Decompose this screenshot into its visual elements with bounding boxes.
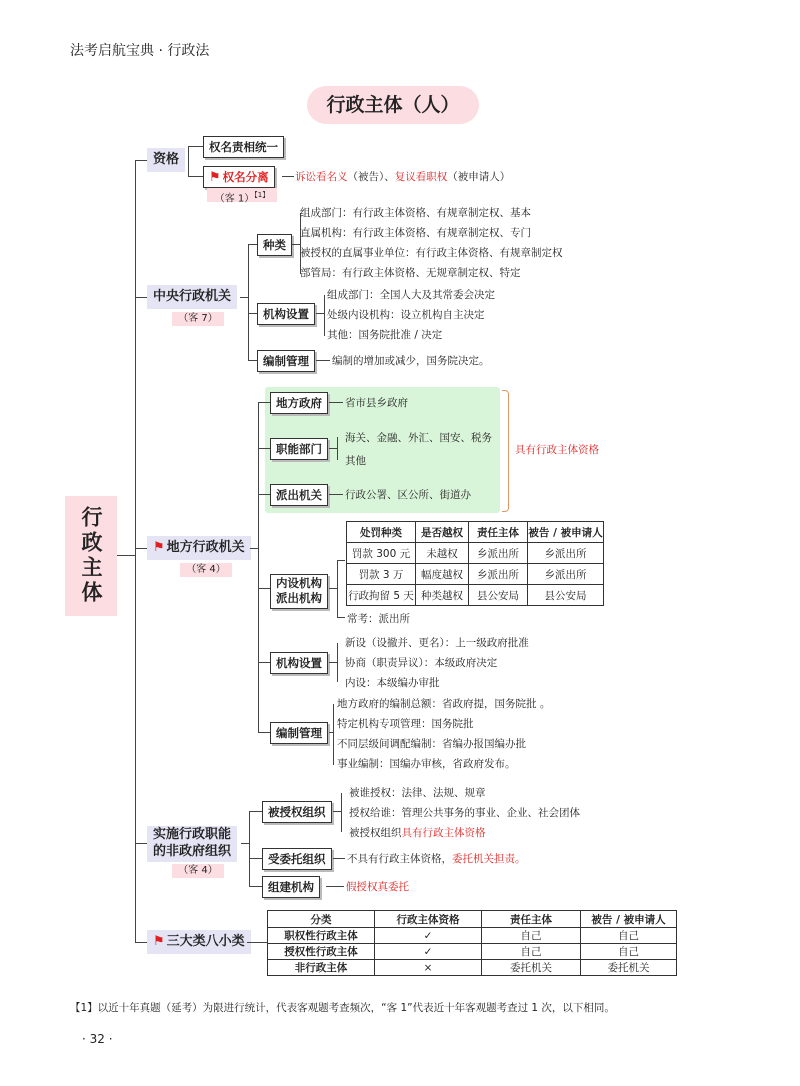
- connector: [240, 297, 248, 298]
- node-weituo: 受委托组织: [262, 848, 332, 870]
- list-item: 被授权的直属事业单位：有行政主体资格、有规章制定权: [300, 247, 563, 259]
- node-zige: 资格: [147, 148, 185, 172]
- list-item: 特定机构专项管理：国务院批: [337, 718, 474, 730]
- table-cell: 自己: [581, 944, 677, 960]
- node-local-jigou: 机构设置: [270, 652, 328, 674]
- table-cell: ✓: [375, 944, 482, 960]
- connector: [247, 942, 267, 943]
- connector: [135, 160, 147, 161]
- table-cell: 职权性行政主体: [268, 928, 375, 944]
- table-cell: 自己: [581, 928, 677, 944]
- connector: [337, 560, 338, 617]
- connector: [135, 843, 147, 844]
- connector: [258, 588, 270, 589]
- table-cell: 授权性行政主体: [268, 944, 375, 960]
- table-row: [347, 564, 604, 585]
- zujian-desc: 假授权真委托: [346, 881, 409, 893]
- connector: [258, 402, 270, 403]
- connector: [135, 297, 147, 298]
- node-label: 权名分离: [222, 170, 269, 184]
- desc-part: 不具有行政主体资格，: [347, 853, 452, 865]
- connector: [333, 858, 345, 859]
- item-red-text: 具有行政主体资格: [401, 827, 486, 839]
- list-item: 新设（设撤并、更名）：上一级政府批准: [345, 637, 529, 649]
- table-cell: ✓: [375, 928, 482, 944]
- list-item: 授权给谁：管理公共事务的事业、企业、社会团体: [349, 807, 580, 819]
- list-item: 地方政府的编制总额：省政府提，国务院批 。: [337, 698, 551, 710]
- node-sanda: [147, 930, 251, 954]
- table-cell: 自己: [482, 944, 581, 960]
- column-header: 被告 / 被申请人: [581, 911, 677, 928]
- connector: [292, 244, 300, 245]
- connector: [188, 146, 189, 176]
- table-cell: 自己: [482, 928, 581, 944]
- penalty-table: [346, 521, 604, 606]
- column-header: 责任主体: [469, 522, 528, 543]
- node-central: 中央行政机关: [147, 285, 237, 309]
- list-item: 处级内设机构：设立机构自主决定: [327, 309, 485, 321]
- table-cell: 委托机关: [482, 960, 581, 976]
- table-cell: 乡派出所: [528, 543, 604, 564]
- connector: [249, 886, 262, 887]
- connector: [258, 662, 270, 663]
- connector: [248, 244, 257, 245]
- list-item: 事业编制：国编办审核，省政府发布。: [337, 758, 516, 770]
- connector: [329, 402, 343, 403]
- flag-icon: ⚑: [209, 170, 221, 185]
- table-cell: 委托机关: [581, 960, 677, 976]
- list-item: 协商（职责异议）：本级政府决定: [345, 657, 498, 669]
- table-cell: 县公安局: [528, 585, 604, 606]
- table-cell: 罚款 300 元: [347, 543, 416, 564]
- connector: [316, 313, 324, 314]
- connector: [329, 662, 337, 663]
- connector: [248, 244, 249, 360]
- connector: [250, 548, 258, 549]
- desc-part: （被申请人）: [447, 171, 511, 183]
- connector: [258, 494, 270, 495]
- table-cell: 乡派出所: [469, 564, 528, 585]
- connector: [329, 588, 337, 589]
- table-cell: 非行政主体: [268, 960, 375, 976]
- quanming-fenli-desc: [295, 169, 510, 184]
- list-item: 部管局：有行政主体资格、无规章制定权、特定: [300, 267, 521, 279]
- green-note: 具有行政主体资格: [515, 444, 599, 456]
- weituo-desc: [347, 851, 526, 866]
- column-header: 处罚种类: [347, 522, 416, 543]
- node-local: [147, 536, 251, 560]
- desc-part: 复议看职权: [394, 171, 448, 183]
- paichu-desc: 行政公署、区公所、街道办: [345, 489, 471, 501]
- node-zhonglei: 种类: [257, 234, 292, 256]
- connector: [241, 843, 249, 844]
- column-header: 是否越权: [416, 522, 469, 543]
- desc-part: 委托机关担责。: [452, 853, 526, 865]
- node-central-bianzhi: 编制管理: [257, 350, 315, 372]
- connector: [337, 437, 338, 460]
- list-item: 其他: [345, 455, 366, 467]
- central-jigou-list: [327, 288, 495, 348]
- table-cell: 种类越权: [416, 585, 469, 606]
- column-header: 被告 / 被申请人: [528, 522, 604, 543]
- node-quanming-tongyi: 权名责相统一: [203, 136, 284, 158]
- connector: [248, 313, 257, 314]
- difang-desc: 省市县乡政府: [345, 397, 408, 409]
- table-cell: 乡派出所: [528, 564, 604, 585]
- table-row: [268, 944, 677, 960]
- connector: [337, 643, 338, 682]
- connector: [258, 732, 270, 733]
- node-zujian: 组建机构: [262, 876, 320, 898]
- changkao-note: 常考：派出所: [347, 613, 410, 625]
- flag-icon: ⚑: [153, 934, 165, 949]
- table-cell: 罚款 3 万: [347, 564, 416, 585]
- node-shouquan: 被授权组织: [262, 801, 332, 823]
- node-nongov: 实施行政职能 的非政府组织: [147, 826, 237, 862]
- connector: [258, 402, 259, 732]
- page-number: · 32 ·: [82, 1032, 113, 1046]
- node-difang-zhengfu: 地方政府: [270, 392, 328, 414]
- ke-badge: （客 4）: [180, 563, 232, 577]
- list-item: [349, 826, 580, 846]
- node-label: 地方行政机关: [166, 540, 245, 555]
- connector: [324, 295, 325, 336]
- list-item: 组成部门：有行政主体资格、有规章制定权、基本: [300, 207, 531, 219]
- page-title: 行政主体（人）: [307, 86, 479, 124]
- table-cell: 行政拘留 5 天: [347, 585, 416, 606]
- node-quanming-fenli: [203, 166, 275, 188]
- classification-table: [267, 910, 677, 976]
- node-label: 三大类八小类: [166, 934, 245, 949]
- column-header: 分类: [268, 911, 375, 928]
- node-paichu-jiguan: 派出机关: [270, 484, 328, 506]
- connector: [188, 176, 203, 177]
- table-row: [268, 960, 677, 976]
- central-bianzhi-desc: 编制的增加或减少，国务院决定。: [332, 355, 490, 367]
- list-item: 不同层级间调配编制：省编办报国编办批: [337, 738, 526, 750]
- connector: [282, 176, 294, 177]
- trunk-line: [135, 160, 136, 942]
- node-local-bianzhi: 编制管理: [270, 722, 328, 744]
- flag-icon: ⚑: [153, 540, 165, 555]
- connector: [329, 448, 337, 449]
- root-node: 行政主体: [65, 496, 117, 616]
- list-item: 内设：本级编办审批: [345, 677, 440, 689]
- zhonglei-list: [300, 206, 563, 286]
- connector: [135, 942, 147, 943]
- connector: [333, 704, 334, 765]
- list-item: 被谁授权：法律、法规、规章: [349, 787, 486, 799]
- list-item: 直属机构：有行政主体资格、有规章制定权、专门: [300, 227, 531, 239]
- list-item: 其他：国务院批准 / 决定: [327, 329, 443, 341]
- table-cell: ×: [375, 960, 482, 976]
- connector: [117, 555, 135, 556]
- node-zhineng-bumen: 职能部门: [270, 438, 328, 460]
- connector: [258, 448, 270, 449]
- table-row: [268, 928, 677, 944]
- bracket: [502, 390, 509, 512]
- footnote: 【1】以近十年真题（延考）为限进行统计，代表客观题考查频次，“客 1”代表近十年客观题考查过 1 次，以下相同。: [70, 1002, 615, 1014]
- connector: [341, 793, 342, 832]
- connector: [249, 811, 250, 886]
- node-neishe-jigou: 内设机构 派出机构: [270, 574, 328, 609]
- connector: [135, 548, 147, 549]
- desc-part: 诉讼看名义: [295, 171, 348, 183]
- table-row: [347, 543, 604, 564]
- node-central-jigou: 机构设置: [257, 303, 315, 325]
- list-item: 海关、金融、外汇、国安、税务: [345, 432, 492, 444]
- local-jigou-list: [345, 636, 529, 696]
- connector: [188, 146, 203, 147]
- footnote-ref: 【1】: [254, 191, 270, 199]
- connector: [326, 886, 344, 887]
- running-header: 法考启航宝典 · 行政法: [70, 43, 210, 59]
- connector: [329, 494, 343, 495]
- connector: [337, 560, 345, 561]
- list-item: 组成部门：全国人大及其常委会决定: [327, 289, 495, 301]
- desc-part: （被告）、: [347, 171, 395, 183]
- table-cell: 县公安局: [469, 585, 528, 606]
- connector: [333, 811, 341, 812]
- column-header: 责任主体: [482, 911, 581, 928]
- column-header: 行政主体资格: [375, 911, 482, 928]
- item-text: 被授权组织: [349, 827, 402, 839]
- shouquan-list: [349, 786, 580, 846]
- connector: [337, 617, 345, 618]
- table-header-row: [268, 911, 677, 928]
- table-row: [347, 585, 604, 606]
- table-cell: 未越权: [416, 543, 469, 564]
- table-cell: 乡派出所: [469, 543, 528, 564]
- connector: [316, 360, 330, 361]
- connector: [248, 360, 257, 361]
- local-bianzhi-list: [337, 697, 550, 777]
- ke-badge: [207, 188, 277, 205]
- table-cell: 幅度越权: [416, 564, 469, 585]
- ke-text: （客 1）: [214, 193, 255, 205]
- ke-badge: （客 4）: [172, 864, 224, 878]
- connector: [249, 811, 262, 812]
- connector: [249, 858, 262, 859]
- ke-badge: （客 7）: [172, 312, 224, 326]
- table-header-row: [347, 522, 604, 543]
